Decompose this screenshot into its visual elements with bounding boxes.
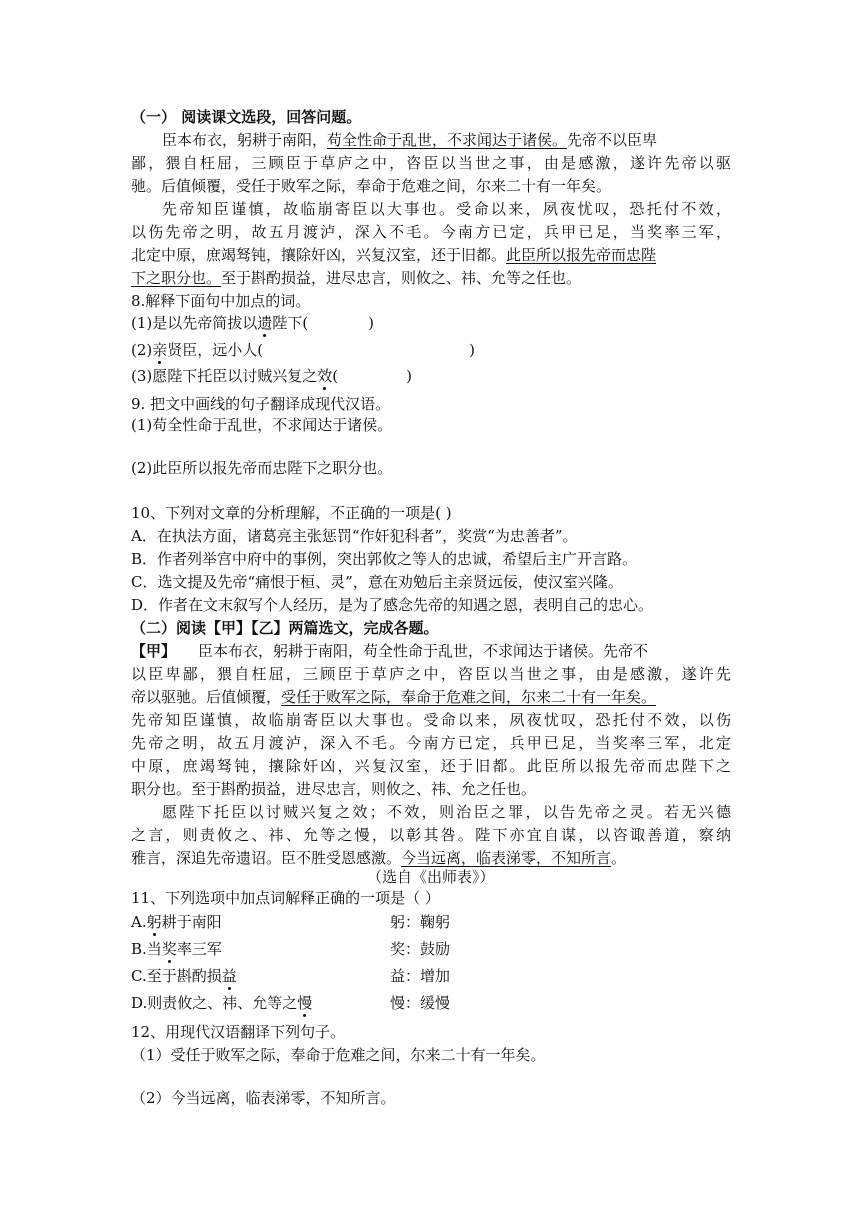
question-11-title: 11、下列选项中加点词解释正确的一项是（ ） — [131, 889, 440, 907]
dotted-word: 效 — [317, 367, 333, 385]
question-11-option-a — [131, 911, 731, 933]
dotted-word: 遗 — [257, 314, 273, 332]
text: ) — [368, 314, 374, 332]
text: 率三军 — [176, 940, 222, 958]
underlined-sentence: 下之职分也。 — [131, 269, 222, 287]
s1-p2-line-4 — [131, 267, 731, 289]
s2-p1-line-1 — [131, 640, 731, 662]
s2-p1-line-3 — [131, 686, 731, 708]
text: 至于斟酌损益，进尽忠言，则攸之、祎、允等之任也。 — [221, 269, 582, 287]
dotted-word: 亲 — [152, 341, 168, 359]
text: B.当 — [131, 940, 162, 958]
underlined-sentence: 受任于败军之际，奉命于危难之间，尔来二十有一年矣。 — [281, 688, 657, 706]
question-8-item-2 — [131, 339, 731, 361]
underlined-sentence: 此臣所以报先帝而忠陛 — [506, 246, 657, 264]
text: 陛下( — [272, 314, 309, 332]
question-12-item-1: （1）受任于败军之际，奉命于危难之间，尔来二十有一年矣。 — [131, 1046, 546, 1064]
passage-tag: 【甲】 — [131, 642, 177, 660]
text: 贤臣，远小人( — [167, 341, 264, 359]
option-explanation: 慢：缓慢 — [390, 994, 451, 1012]
text: (3)愿陛下托臣以讨贼兴复之 — [131, 367, 318, 385]
s1-p1-line-1 — [162, 129, 731, 151]
question-10-option-b: B．作者列举宫中府中的事例，突出郭攸之等人的忠诚，希望后主广开言路。 — [131, 550, 638, 568]
question-10-option-d: D．作者在文末叙写个人经历，是为了感念先帝的知遇之恩，表明自己的忠心。 — [131, 596, 654, 614]
question-9-item-2: (2)此臣所以报先帝而忠陛下之职分也。 — [131, 459, 393, 477]
s1-p2-line-3 — [131, 244, 731, 266]
option-explanation: 奖：鼓励 — [390, 940, 451, 958]
question-10-option-c: C．选文提及先帝“痛恨于桓、灵”，意在劝勉后主亲贤远佞，使汉室兴隆。 — [131, 573, 623, 591]
question-8-item-3 — [131, 365, 731, 387]
s2-p1-line-6: 中原，庶竭驽钝，攘除奸凶，兴复汉室，还于旧都。此臣所以报先帝而忠陛下之 — [131, 757, 731, 775]
underlined-sentence: 今当远离，临表涕零，不知所言 — [401, 849, 612, 867]
dotted-word: 慢 — [297, 994, 313, 1012]
text: 臣本布衣，躬耕于南阳，苟全性命于乱世，不求闻达于诸侯。先帝不 — [198, 642, 649, 660]
dotted-word: 奖 — [161, 940, 177, 958]
question-12-title: 12、用现代汉语翻译下列句子。 — [131, 1023, 346, 1041]
s2-p2-line-1: 愿陛下托臣以讨贼兴复之效；不效，则治臣之罪，以告先帝之灵。若无兴德 — [162, 803, 731, 821]
question-10-title: 10、下列对文章的分析理解，不正确的一项是( ) — [131, 504, 452, 522]
text: 臣本布衣，躬耕于南阳， — [162, 131, 328, 149]
text: 雅言，深追先帝遗诏。臣不胜受恩感激。 — [131, 849, 402, 867]
dotted-word: 躬 — [146, 913, 162, 931]
text: ) — [469, 341, 475, 359]
text: C.至于斟酌损 — [131, 967, 222, 985]
question-11-option-d — [131, 992, 731, 1014]
s2-p1-line-2: 以臣卑鄙，猥自枉屈，三顾臣于草庐之中，咨臣以当世之事，由是感激，遂许先 — [131, 665, 731, 683]
text: ) — [406, 367, 412, 385]
s2-p1-line-4: 先帝知臣谨慎，故临崩寄臣以大事也。受命以来，夙夜忧叹，恐托付不效，以伤 — [131, 711, 731, 729]
s2-p1-line-7: 职分也。至于斟酌损益，进尽忠言，则攸之、祎、允之任也。 — [131, 780, 537, 798]
text: D.则责攸之、祎、允等之 — [131, 994, 298, 1012]
text: 耕于南阳 — [161, 913, 222, 931]
question-8-title: 8.解释下面句中加点的词。 — [131, 292, 311, 310]
text: 北定中原，庶竭驽钝，攘除奸凶，兴复汉室，还于旧都。 — [131, 246, 507, 264]
s2-p1-line-5: 先帝之明，故五月渡泸，深入不毛。今南方已定，兵甲已足，当奖率三军，北定 — [131, 734, 731, 752]
text: 。 — [611, 849, 627, 867]
option-explanation: 益：增加 — [390, 967, 451, 985]
s1-p2-line-2: 以伤先帝之明，故五月渡泸，深入不毛。今南方已定，兵甲已足，当奖率三军， — [131, 223, 731, 241]
question-11-option-b — [131, 938, 731, 960]
question-9-title: 9. 把文中画线的句子翻译成现代汉语。 — [131, 395, 391, 413]
text: ( — [332, 367, 339, 385]
s1-p2-line-1: 先帝知臣谨慎，故临崩寄臣以大事也。受命以来，夙夜忧叹，恐托付不效， — [162, 200, 731, 218]
question-10-option-a: A．在执法方面，诸葛亮主张惩罚“作奸犯科者”，奖赏“为忠善者”。 — [131, 527, 578, 545]
text: (1)是以先帝简拔以 — [131, 314, 258, 332]
text: (2) — [131, 341, 153, 359]
source-citation: （选自《出师表》） — [367, 868, 495, 886]
section-1-heading: （一） 阅读课文选段，回答问题。 — [131, 108, 362, 126]
question-9-item-1: (1)苟全性命于乱世，不求闻达于诸侯。 — [131, 416, 393, 434]
text: 先帝不以臣卑 — [567, 131, 658, 149]
dotted-word: 益 — [221, 967, 237, 985]
question-11-option-c — [131, 965, 731, 987]
s2-p2-line-2: 之言，则责攸之、祎、允等之慢，以彰其咎。陛下亦宜自谋，以咨诹善道，察纳 — [131, 826, 731, 844]
s1-p1-line-2: 鄙，猥自枉屈，三顾臣于草庐之中，咨臣以当世之事，由是感激，遂许先帝以驱 — [131, 154, 731, 172]
text: A. — [131, 913, 147, 931]
question-8-item-1 — [131, 312, 731, 334]
underlined-sentence: 苟全性命于乱世，不求闻达于诸侯。 — [327, 131, 568, 149]
s1-p1-line-3: 驰。后值倾覆，受任于败军之际，奉命于危难之间，尔来二十有一年矣。 — [131, 177, 612, 195]
question-12-item-2: （2）今当远离，临表涕零，不知所言。 — [131, 1089, 396, 1107]
text: 帝以驱驰。后值倾覆， — [131, 688, 282, 706]
section-2-heading: （二）阅读【甲】【乙】两篇选文，完成各题。 — [131, 619, 439, 637]
option-explanation: 躬：鞠躬 — [390, 913, 451, 931]
